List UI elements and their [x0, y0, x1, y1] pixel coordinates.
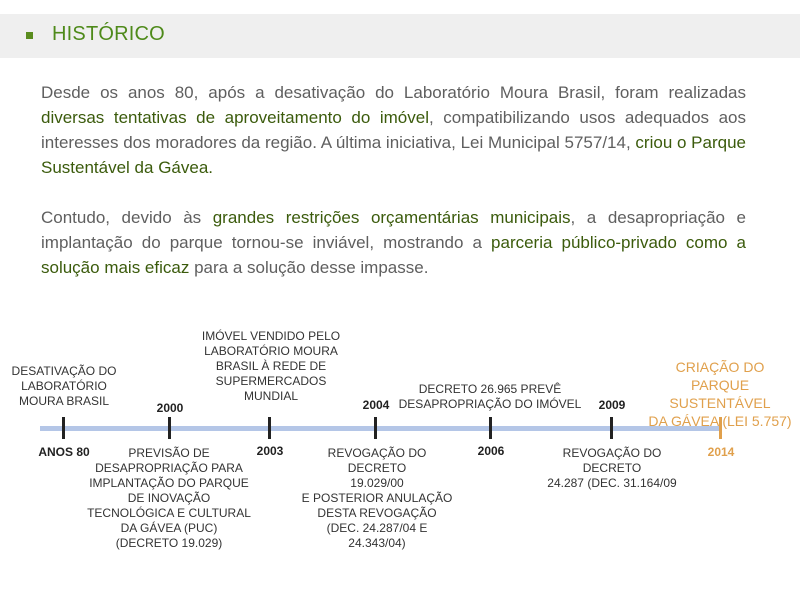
text-segment: , compatibilizando usos adequados aos interesses dos moradores da região. A última iniciativa, Lei Municipal 5757/14, — [41, 108, 746, 152]
event-revogacao-2009: REVOGAÇÃO DO DECRETO 24.287 (DEC. 31.164/09 — [547, 446, 677, 490]
timeline-tick-2009 — [610, 417, 613, 439]
year-label-2004: 2004 — [362, 398, 390, 412]
event-previsao-desapropriacao: PREVISÃO DE DESAPROPRIAÇÃO PARA IMPLANTAÇÃO DO PARQUE DE INOVAÇÃO TECNOLÓGICA E CULTURAL DA GÁVEA (PUC) (DECRETO 19.029) — [87, 446, 251, 550]
year-label-2014: 2014 — [707, 445, 735, 459]
timeline-tick-2000 — [168, 417, 171, 439]
year-label-2000: 2000 — [156, 401, 184, 415]
text-segment: Desde os anos 80, após a desativação do Laboratório Moura Brasil, foram realizadas — [41, 83, 746, 102]
event-revogacao-2004: REVOGAÇÃO DO DECRETO 19.029/00 E POSTERIOR ANULAÇÃO DESTA REVOGAÇÃO (DEC. 24.287/04 E 24.343/04) — [301, 446, 453, 550]
highlight-text: diversas tentativas de aproveitamento do imóvel — [41, 108, 429, 127]
year-label-80s: ANOS 80 — [38, 445, 90, 459]
year-label-2006: 2006 — [477, 444, 505, 458]
year-label-2009: 2009 — [598, 398, 626, 412]
year-label-2003: 2003 — [256, 444, 284, 458]
event-desativacao: DESATIVAÇÃO DO LABORATÓRIO MOURA BRASIL — [11, 364, 117, 408]
timeline-tick-2006 — [489, 417, 492, 439]
text-segment: Contudo, devido às — [41, 208, 213, 227]
timeline-tick-80s — [62, 417, 65, 439]
text-segment: , a desapropriação e implantação do parque tornou-se inviável, mostrando a — [41, 208, 747, 252]
square-bullet-icon — [26, 32, 33, 39]
highlight-text: parceria público-privado como a solução mais eficaz — [41, 233, 746, 277]
event-decreto-26965: DECRETO 26.965 PREVÊ DESAPROPRIAÇÃO DO IMÓVEL — [398, 382, 582, 411]
event-imovel-vendido: IMÓVEL VENDIDO PELO LABORATÓRIO MOURA BRASIL À REDE DE SUPERMERCADOS MUNDIAL — [201, 329, 341, 403]
page-title: HISTÓRICO — [52, 23, 165, 45]
timeline-axis — [40, 426, 722, 431]
event-criacao-parque: CRIAÇÃO DO PARQUE SUSTENTÁVEL DA GÁVEA (LEI 5.757) — [648, 359, 792, 429]
highlight-text: grandes restrições orçamentárias municipais — [212, 208, 571, 227]
timeline-tick-2004 — [374, 417, 377, 439]
text-segment: para a solução desse impasse. — [189, 258, 429, 277]
timeline-tick-2003 — [268, 417, 271, 439]
highlight-text: criou o Parque Sustentável da Gávea. — [41, 133, 746, 177]
paragraph-history — [41, 80, 746, 180]
paragraph-constraints — [41, 205, 746, 280]
